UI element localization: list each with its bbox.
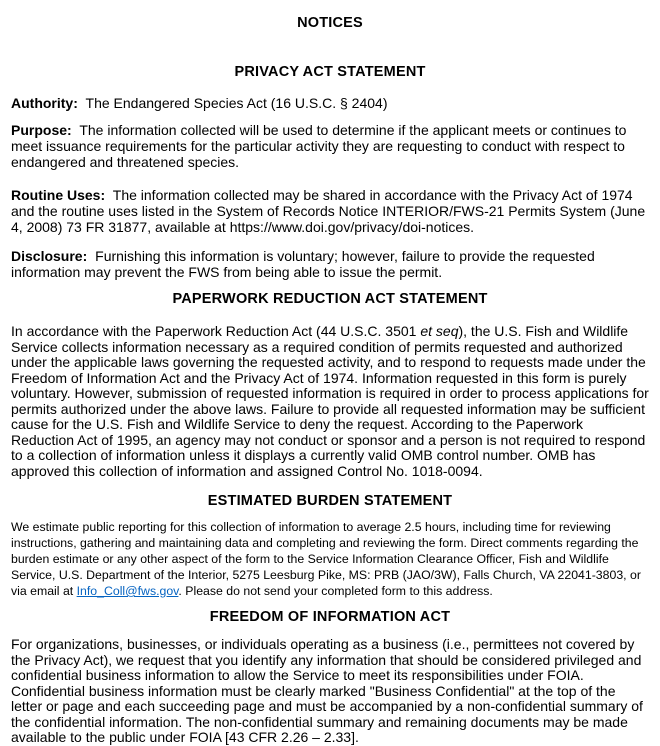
burden-text-after: . Please do not send your completed form to this address.: [178, 584, 493, 598]
paragraph-routine-uses: [11, 187, 649, 235]
heading-estimated-burden: ESTIMATED BURDEN STATEMENT: [207, 493, 453, 509]
routine-uses-label: Routine Uses:: [11, 187, 106, 203]
paperwork-italic-citation: et seq: [420, 323, 459, 339]
paragraph-foia: [11, 637, 649, 746]
authority-text: The Endangered Species Act (16 U.S.C. § 2404): [85, 95, 388, 111]
paragraph-authority: [11, 95, 649, 111]
burden-text-before: We estimate public reporting for this collection of information to average 2.5 hours, including time for reviewing instructions, gathering and maintaining data and completing and reviewing the form. Direct comments regarding the burden estimate or any other aspect of the form to the Service Information Clearance Officer, Fish and Wildlife Service, U.S. Department of the Interior, 5275 Leesburg Pike, MS: PRB (JAO/3W), Falls Church, VA 22041-3803, or via email at: [11, 520, 641, 598]
authority-label: Authority:: [11, 95, 78, 111]
purpose-text: The information collected will be used to determine if the applicant meets or continues to meet issuance requirements for the particular activity they are requesting to conduct with respect to endangered and threatened species.: [11, 122, 627, 170]
routine-uses-text: The information collected may be shared in accordance with the Privacy Act of 1974 and the routine uses listed in the System of Records Notice INTERIOR/FWS-21 Permits System (June 4, 2008) 73 FR 31877, available at https://www.doi.gov/privacy/doi-notices.: [11, 187, 646, 235]
heading-freedom-of-information-act: FREEDOM OF INFORMATION ACT: [209, 609, 451, 625]
purpose-label: Purpose:: [11, 122, 72, 138]
paragraph-disclosure: [11, 248, 649, 280]
heading-privacy-act-statement: PRIVACY ACT STATEMENT: [234, 64, 426, 80]
foia-text: For organizations, businesses, or individuals operating as a business (i.e., permittees not covered by the Privacy Act), we request that you identify any information that should be considered privileged and confidential business information to allow the Service to meet its responsibilities under FOIA. Confidential business information must be clearly marked "Business Confidential" at the top of the letter or page and each succeeding page and must be accompanied by a non-confidential summary of the confidential information. The non-confidential summary and remaining documents may be made available to the public under FOIA [43 CFR 2.26 – 2.33].: [11, 636, 643, 745]
page-title: NOTICES: [297, 15, 363, 31]
disclosure-label: Disclosure:: [11, 248, 88, 264]
paragraph-purpose: [11, 122, 649, 170]
paragraph-estimated-burden: [11, 519, 649, 599]
paperwork-text-before: In accordance with the Paperwork Reduction Act (44 U.S.C. 3501: [11, 323, 421, 339]
email-link[interactable]: Info_Coll@fws.gov: [76, 584, 179, 598]
paragraph-paperwork-reduction: [11, 324, 649, 479]
disclosure-text: Furnishing this information is voluntary; however, failure to provide the requested information may prevent the FWS from being able to issue the permit.: [11, 248, 595, 280]
paperwork-text-after: ), the U.S. Fish and Wildlife Service collects information necessary as a required condition of permits requested and authorized under the applicable laws governing the requested activity, and to respond to requests made under the Freedom of Information Act and the Privacy Act of 1974. Information requested in this form is purely voluntary. However, submission of requested information is required in order to process applications for permits authorized under the above laws. Failure to provide all requested information may be sufficient cause for the U.S. Fish and Wildlife Service to deny the request. According to the Paperwork Reduction Act of 1995, an agency may not conduct or sponsor and a person is not required to respond to a collection of information unless it displays a currently valid OMB control number. OMB has approved this collection of information and assigned Control No. 1018-0094.: [11, 323, 649, 479]
heading-paperwork-reduction-act: PAPERWORK REDUCTION ACT STATEMENT: [172, 291, 488, 307]
